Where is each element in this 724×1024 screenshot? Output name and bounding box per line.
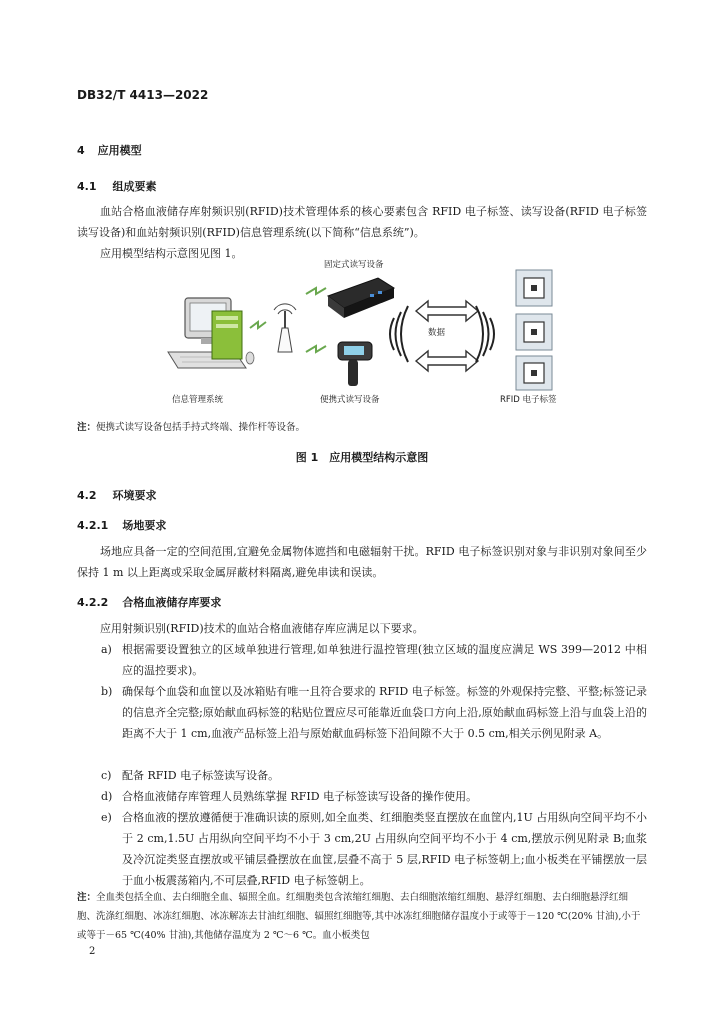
rfid-tag-icon: [516, 314, 552, 350]
list-item-label: e): [101, 811, 112, 824]
portable-reader-icon: [338, 342, 372, 386]
data-exchange-arrows-icon: [416, 301, 478, 371]
fixed-reader-icon: [328, 278, 394, 318]
section-title: 组成要素: [112, 180, 157, 193]
computer-icon: [168, 298, 254, 368]
note-text: 便携式读写设备包括手持式终端、操作杆等设备。: [96, 422, 306, 433]
section-4-2-1-heading: [77, 517, 166, 533]
storage-note: [77, 888, 647, 945]
figure-caption: 图 1 应用模型结构示意图: [295, 451, 429, 464]
note-text: 全血类包括全血、去白细胞全血、辐照全血。红细胞类包含浓缩红细胞、去白细胞浓缩红细胞、悬浮红细胞、去白细胞悬浮红细胞、洗涤红细胞、冰冻红细胞、冰冻解冻去甘油红细胞、辐照红细胞等,其中冰冻红细胞储存温度小于或等于－120 ℃(20% 甘油),小于或等于－65 ℃(40% 甘油),其他储存温度为 2 ℃～6 ℃。血小板类包: [77, 892, 641, 941]
paragraph-site-requirements: 场地应具备一定的空间范围,宜避免金属物体遮挡和电磁辐射干扰。RFID 电子标签识别对象与非识别对象间至少保持 1 m 以上距离或采取金属屏蔽材料隔离,避免串读和误读。: [77, 545, 647, 579]
standard-code: DB32/T 4413—2022: [77, 88, 209, 102]
list-item: [77, 765, 647, 786]
section-number: 4.2: [77, 489, 97, 502]
label-rfid-tags: RFID 电子标签: [500, 395, 557, 405]
paragraph-figure-ref: 应用模型结构示意图见图 1。: [100, 247, 243, 260]
rfid-tag-icon: [516, 270, 552, 306]
section-4-heading: [77, 142, 142, 158]
section-4-1-heading: [77, 178, 157, 194]
list-item-text: 确保每个血袋和血筐以及冰箱贴有唯一且符合要求的 RFID 电子标签。标签的外观保持完整、平整;标签记录的信息齐全完整;原始献血码标签的粘贴位置应尽可能靠近血袋口方向上沿,原始献血码标签上沿与血袋上沿的距离不大于 1 cm,血液产品标签上沿与原始献血码标签下沿间隙不大于 0.5 cm,相关示例见附录 A。: [122, 685, 647, 740]
list-item: [77, 807, 647, 891]
section-title: 环境要求: [112, 489, 157, 502]
list-item: [77, 639, 647, 681]
paragraph-storage-intro: 应用射频识别(RFID)技术的血站合格血液储存库应满足以下要求。: [100, 622, 424, 635]
label-data: 数据: [428, 328, 446, 338]
list-item-text: 根据需要设置独立的区域单独进行管理,如单独进行温控管理(独立区域的温度应满足 WS 399—2012 中相应的温控要求)。: [122, 643, 647, 677]
paragraph-components: 血站合格血液储存库射频识别(RFID)技术管理体系的核心要素包含 RFID 电子标签、读写设备(RFID 电子标签读写设备)和血站射频识别(RFID)信息管理系统(以下简称“信息系统”)。: [77, 205, 647, 239]
list-item: [77, 786, 647, 807]
list-item-label: c): [101, 769, 112, 782]
rfid-tag-icon: [516, 356, 552, 390]
section-title: 合格血液储存库要求: [122, 596, 222, 609]
section-number: 4.2.2: [77, 596, 109, 609]
section-4-2-heading: [77, 487, 157, 503]
label-portable-reader: 便携式读写设备: [320, 395, 380, 405]
section-number: 4: [77, 144, 85, 157]
section-title: 场地要求: [122, 519, 167, 532]
signal-waves-icon: [476, 306, 494, 362]
label-info-system: 信息管理系统: [172, 395, 224, 405]
section-number: 4.2.1: [77, 519, 109, 532]
list-item-label: d): [101, 790, 113, 803]
section-4-2-2-heading: [77, 594, 221, 610]
page-number: 2: [89, 946, 96, 957]
list-item-text: 合格血液储存库管理人员熟练掌握 RFID 电子标签读写设备的操作使用。: [122, 790, 478, 803]
antenna-icon: [274, 304, 296, 352]
list-item-label: a): [101, 643, 112, 656]
list-item-text: 合格血液的摆放遵循便于准确识读的原则,如全血类、红细胞类竖直摆放在血筐内,1U 占用纵向空间平均不小于 2 cm,1.5U 占用纵向空间平均不小于 3 cm,2U 占用纵向空间平均不小于 4 cm,摆放示例见附录 B;血浆及冷沉淀类竖直摆放或平铺层叠摆放在血筐,层叠不高于 5 层,RFID 电子标签朝上;血小板类在平铺摆放一层于血小板震荡箱内,不可层叠,RFID 电子标签朝上。: [122, 811, 647, 887]
label-fixed-reader: 固定式读写设备: [324, 260, 384, 270]
note-tag: 注：: [77, 422, 97, 433]
list-item-label: b): [101, 685, 113, 698]
figure-application-model: [150, 256, 570, 406]
note-tag: 注：: [77, 892, 97, 903]
section-title: 应用模型: [97, 144, 142, 157]
signal-waves-icon: [390, 306, 408, 362]
list-item-text: 配备 RFID 电子标签读写设备。: [122, 769, 280, 782]
section-number: 4.1: [77, 180, 97, 193]
figure-note: [77, 418, 647, 437]
model-diagram: [150, 256, 570, 406]
list-item: [77, 681, 647, 744]
